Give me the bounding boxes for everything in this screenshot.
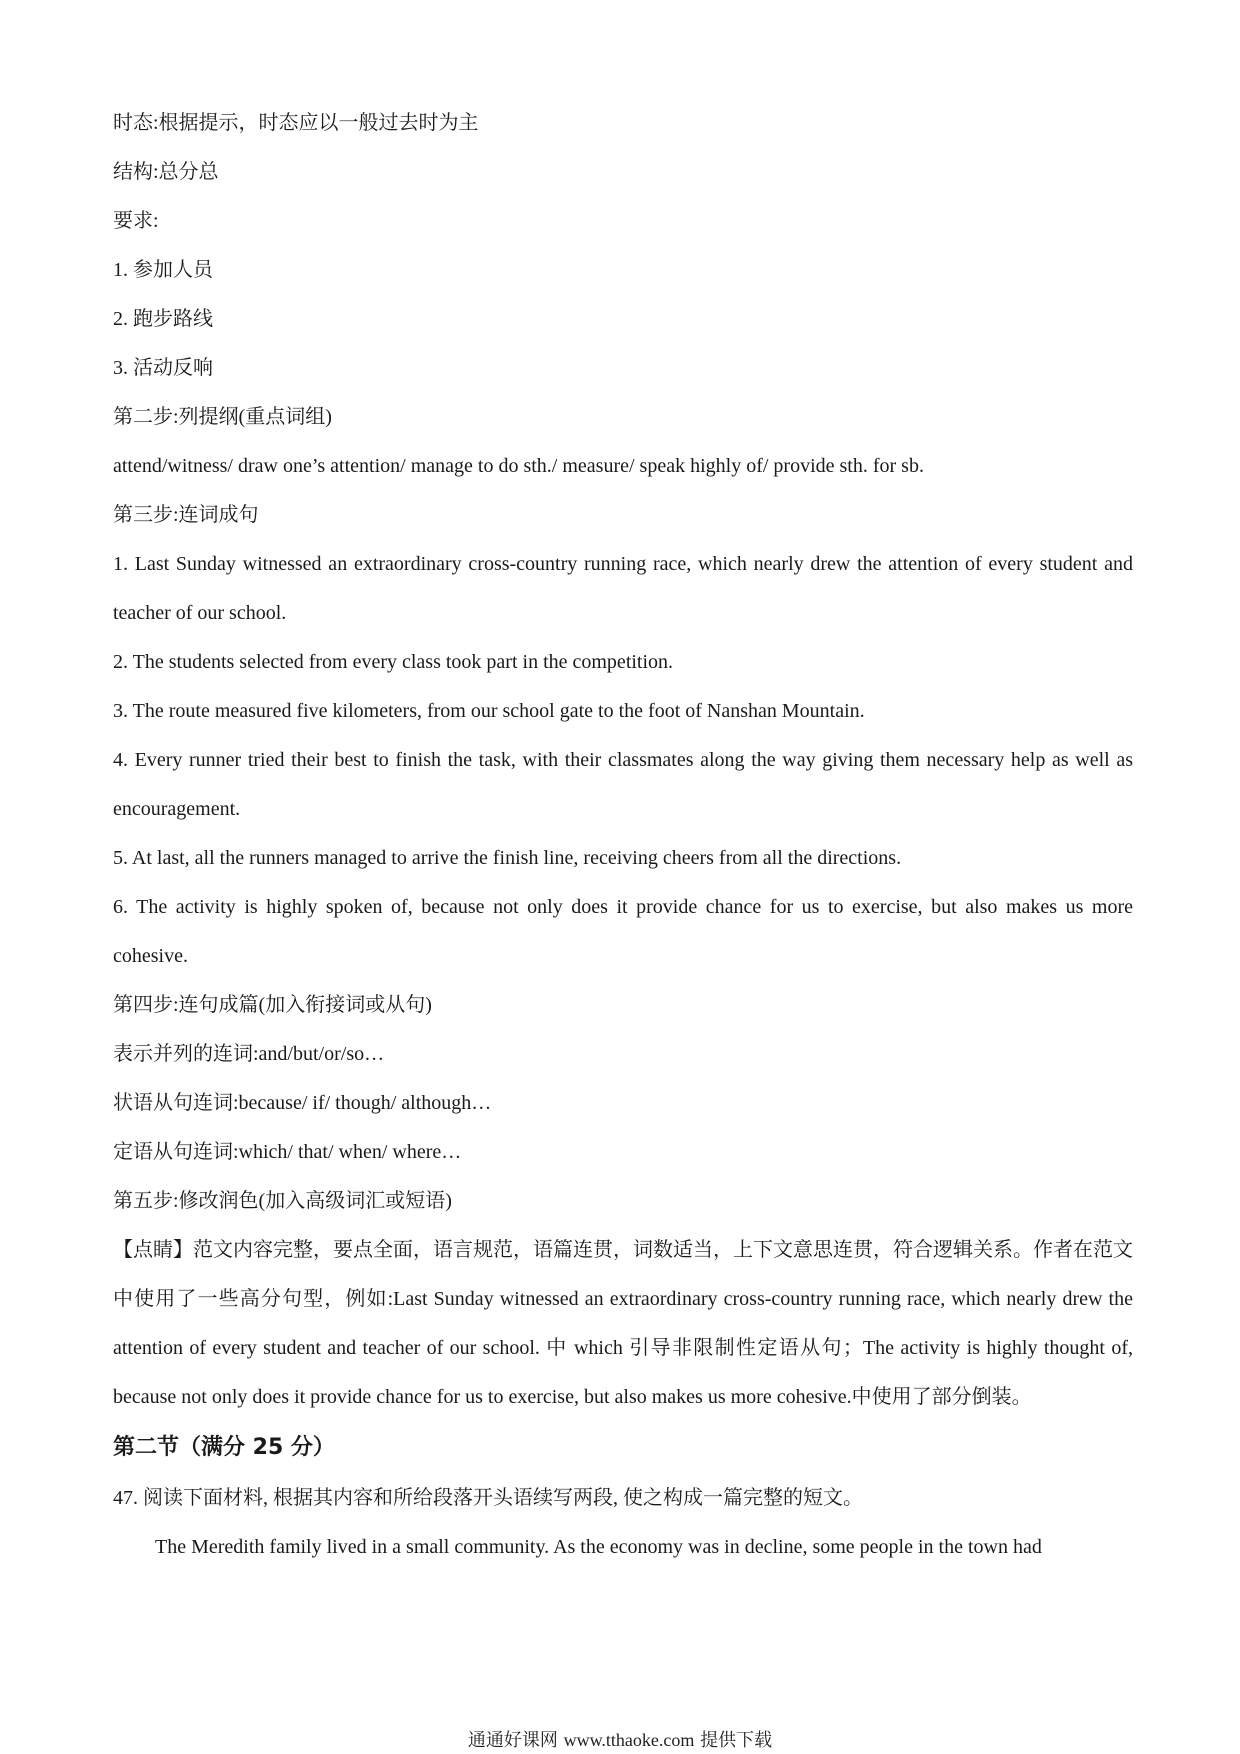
sample-sentence: 2. The students selected from every class took part in the competition.	[113, 651, 674, 673]
document-body	[113, 99, 1133, 1572]
step-five-heading: 第五步:修改润色(加入高级词汇或短语)	[113, 1190, 452, 1212]
requirement-item: 2. 跑步路线	[113, 308, 213, 330]
requirements-label: 要求:	[113, 210, 159, 232]
structure-note: 结构:总分总	[113, 161, 219, 183]
step-three-heading: 第三步:连词成句	[113, 504, 259, 526]
footer-url[interactable]: www.tthaoke.com	[563, 1730, 695, 1750]
question-prompt: 47. 阅读下面材料, 根据其内容和所给段落开头语续写两段, 使之构成一篇完整的短文。	[113, 1487, 863, 1509]
requirement-item: 1. 参加人员	[113, 259, 213, 281]
commentary-paragraph: 【点睛】范文内容完整，要点全面，语言规范，语篇连贯，词数适当，上下文意思连贯，符合逻辑关系。作者在范文中使用了一些高分句型，例如:Last Sunday witnessed an extraordinary cross-country running race, which nearly drew the attention of every student and teacher of our school. 中 which 引导非限制性定语从句；The activity is highly thought of, because not only does it provide chance for us to exercise, but also makes us more cohesive.中使用了部分倒装。	[113, 1239, 1133, 1408]
step-two-heading: 第二步:列提纲(重点词组)	[113, 406, 332, 428]
step-four-heading: 第四步:连句成篇(加入衔接词或从句)	[113, 994, 432, 1016]
sample-sentence: 3. The route measured five kilometers, from our school gate to the foot of Nanshan Mountain.	[113, 700, 865, 722]
sample-sentence: 4. Every runner tried their best to finish the task, with their classmates along the way giving them necessary help as well as encouragement.	[113, 749, 1133, 820]
page-footer	[0, 1728, 1240, 1753]
sample-sentence: 1. Last Sunday witnessed an extraordinary cross-country running race, which nearly drew the attention of every student and teacher of our school.	[113, 553, 1133, 624]
tense-note: 时态:根据提示，时态应以一般过去时为主	[113, 112, 479, 134]
coordinating-conjunctions: 表示并列的连词:and/but/or/so…	[113, 1043, 385, 1065]
sample-sentence: 6. The activity is highly spoken of, because not only does it provide chance for us to exercise, but also makes us more cohesive.	[113, 896, 1133, 967]
adverbial-clause-conjunctions: 状语从句连词:because/ if/ though/ although…	[113, 1092, 492, 1114]
reading-passage: The Meredith family lived in a small community. As the economy was in decline, some people in the town had	[155, 1536, 1042, 1558]
footer-site-name: 通通好课网	[467, 1730, 558, 1751]
key-phrases: attend/witness/ draw one’s attention/ manage to do sth./ measure/ speak highly of/ provide sth. for sb.	[113, 455, 924, 477]
footer-suffix: 提供下载	[700, 1730, 773, 1751]
sample-sentence: 5. At last, all the runners managed to arrive the finish line, receiving cheers from all the directions.	[113, 847, 902, 869]
requirement-item: 3. 活动反响	[113, 357, 213, 379]
section-heading: 第二节（满分 25 分）	[113, 1435, 335, 1460]
attributive-clause-conjunctions: 定语从句连词:which/ that/ when/ where…	[113, 1141, 462, 1163]
